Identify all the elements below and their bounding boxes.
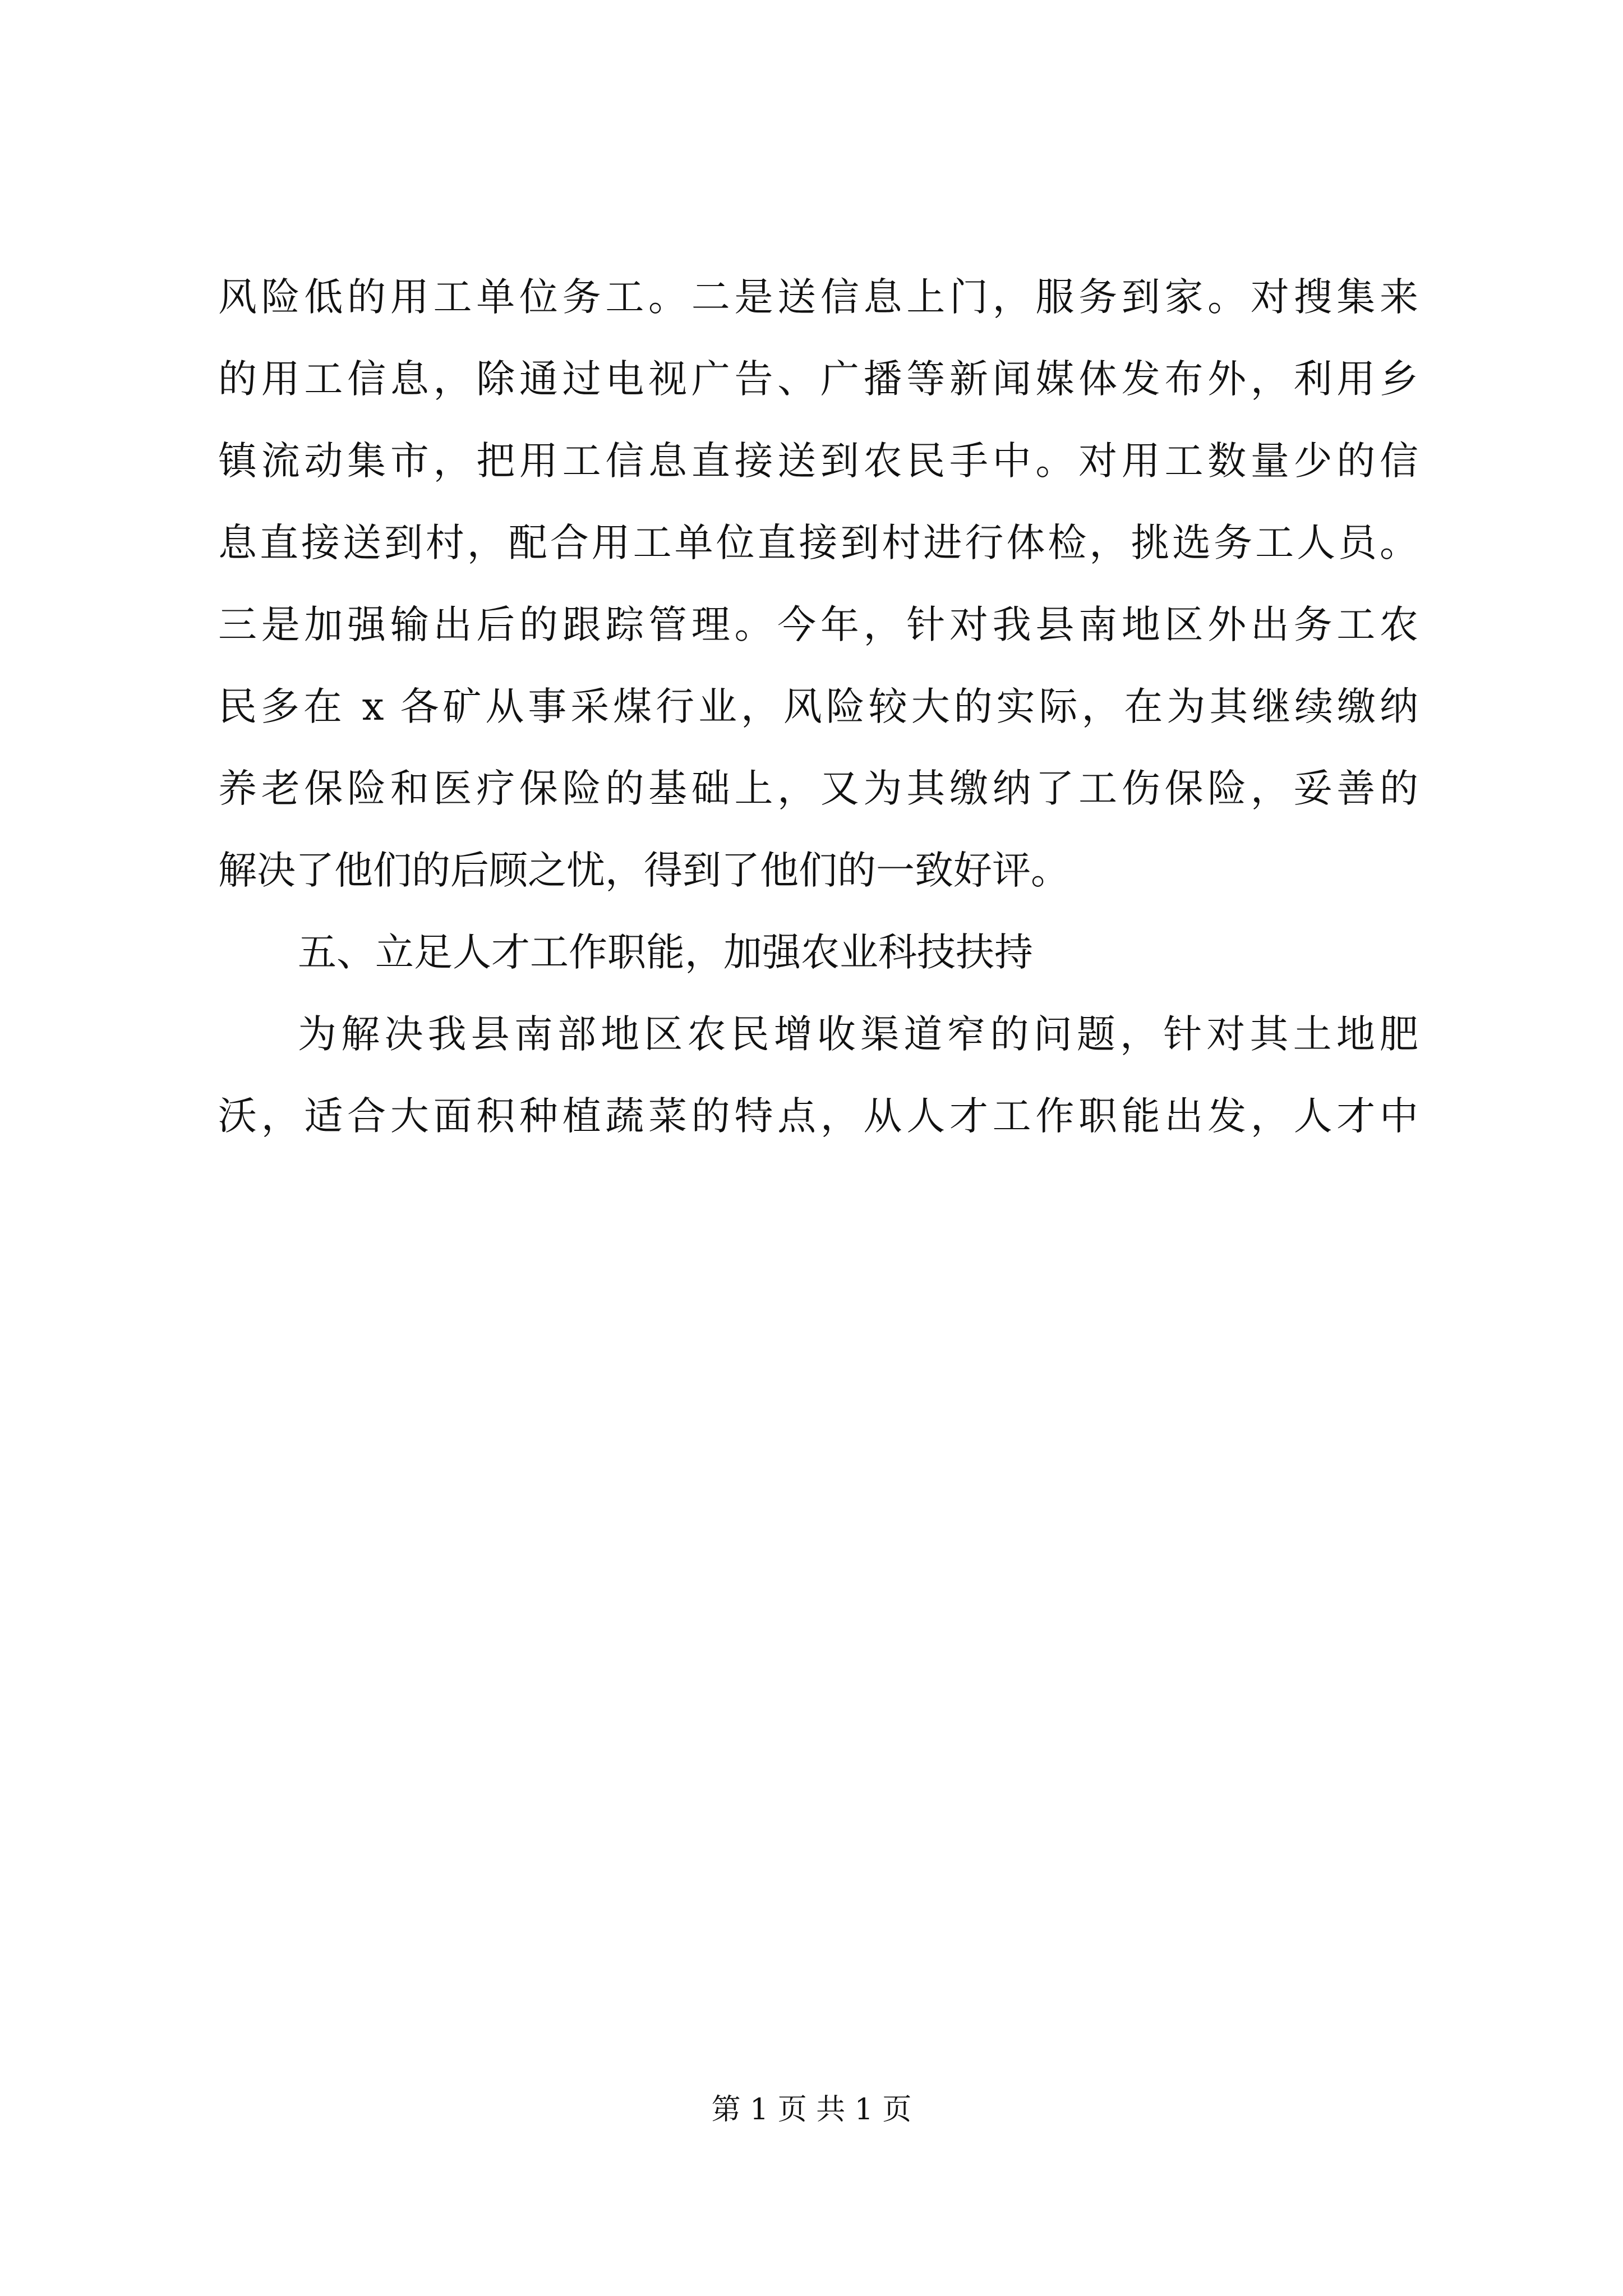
body-text-line: 解决了他们的后顾之忧，得到了他们的一致好评。 [218,848,1069,893]
body-text-line: 养老保险和医疗保险的基础上，又为其缴纳了工伤保险，妥善的 [218,766,1418,811]
body-text-line: 三是加强输出后的跟踪管理。今年，针对我县南地区外出务工农 [218,602,1418,647]
body-text-line: 的用工信息，除通过电视广告、广播等新闻媒体发布外，利用乡 [218,357,1418,402]
page-number-footer: 第 1 页 共 1 页 [711,2093,912,2127]
body-text-line: 沃，适合大面积种植蔬菜的特点，从人才工作职能出发，人才中 [218,1094,1418,1139]
body-text-line: 息直接送到村，配合用工单位直接到村进行体检，挑选务工人员。 [218,521,1418,565]
body-text-line: 民多在 x 各矿从事采煤行业，风险较大的实际，在为其继续缴纳 [218,684,1418,729]
body-text-line: 镇流动集市，把用工信息直接送到农民手中。对用工数量少的信 [218,439,1418,484]
section-heading: 五、立足人才工作职能，加强农业科技扶持 [298,930,1033,975]
body-text-line: 为解决我县南部地区农民增收渠道窄的问题，针对其土地肥 [298,1012,1418,1057]
body-text-line: 风险低的用工单位务工。二是送信息上门，服务到家。对搜集来 [218,275,1418,320]
